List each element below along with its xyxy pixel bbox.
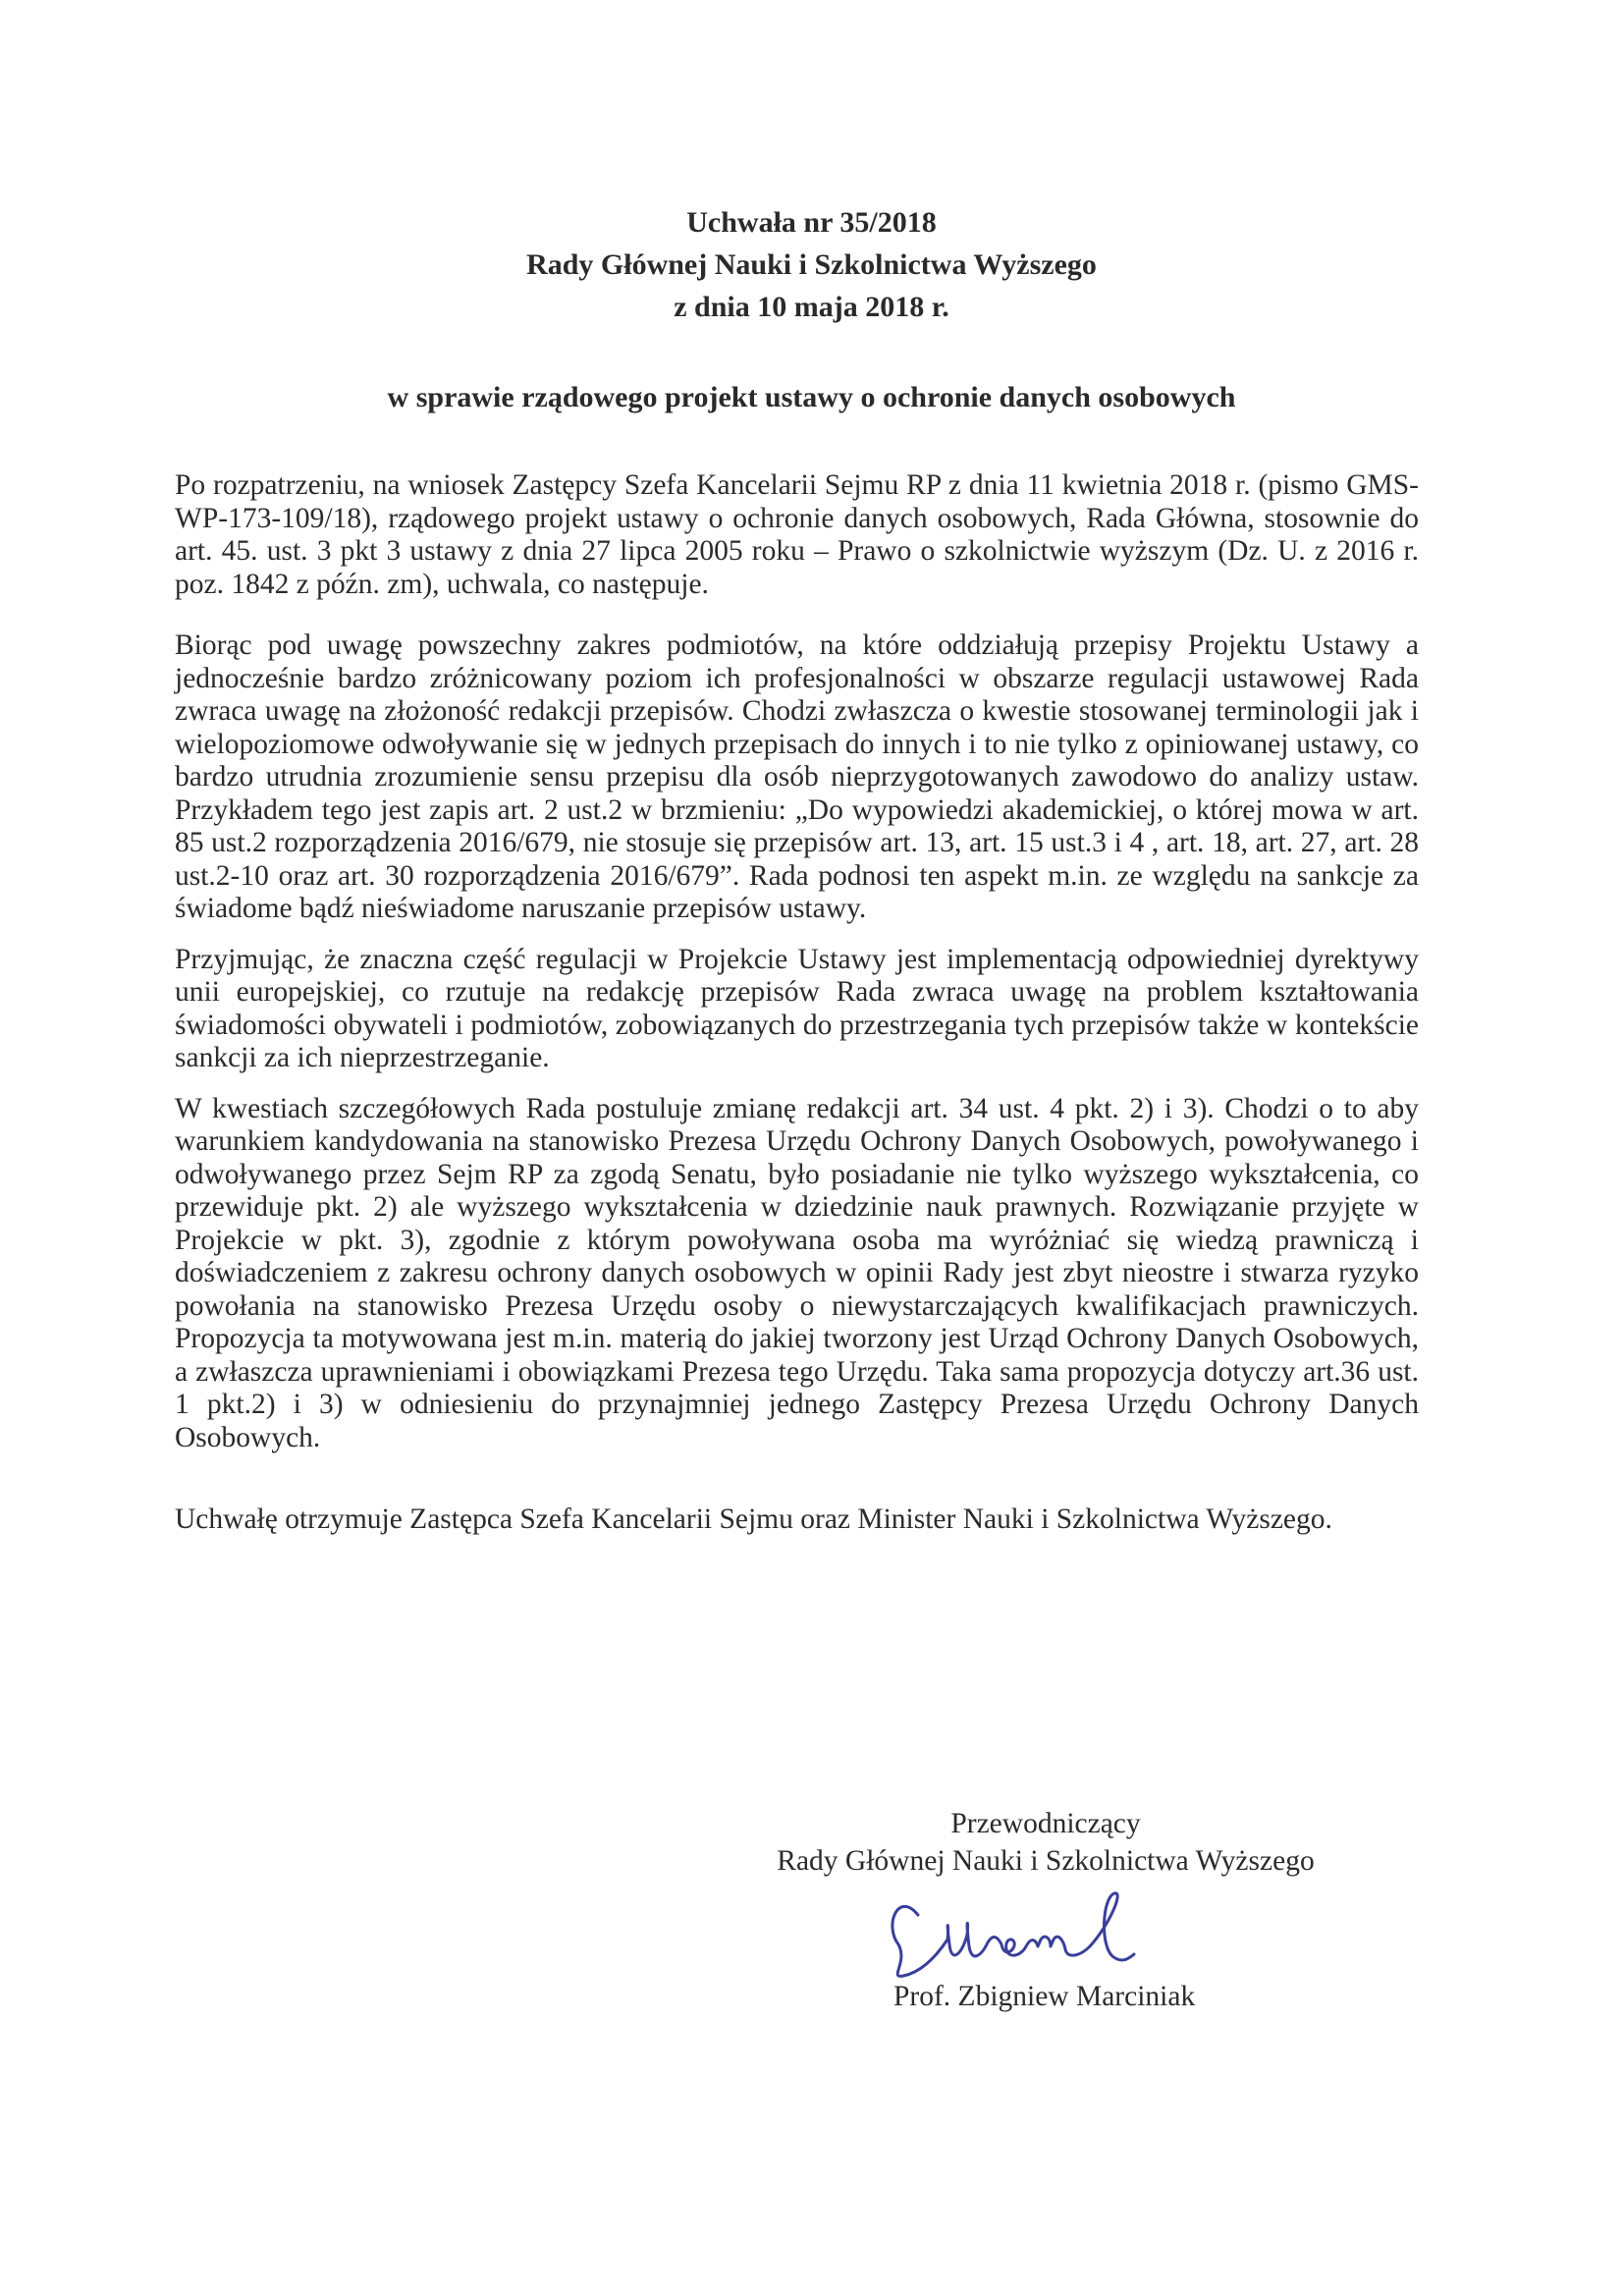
signer-name: Prof. Zbigniew Marciniak — [893, 1981, 1196, 2012]
paragraph-eu-directive: Przyjmując, że znaczna część regulacji w Projekcie Ustawy jest implementacją odpowiedniej dyrektywy unii europejskiej, co rzutuje na redakcję przepisów Rada zwraca uwagę na problem kształtowania świadomości obywateli i podmiotów, zobowiązanych do przestrzegania tych przepisów także w kontekście sankcji za ich nieprzestrzeganie. — [175, 943, 1419, 1073]
resolution-subject: w sprawie rządowego projekt ustawy o ochronie danych osobowych — [387, 381, 1236, 413]
signature-block — [727, 1805, 1365, 1880]
resolution-date: z dnia 10 maja 2018 r. — [674, 291, 949, 323]
paragraph-detailed-remarks: W kwestiach szczegółowych Rada postuluje zmianę redakcji art. 34 ust. 4 pkt. 2) i 3). Chodzi o to aby warunkiem kandydowania na stanowisko Prezesa Urzędu Ochrony Danych Osobowych, powoływanego i odwoływanego przez Sejm RP za zgodą Senatu, było posiadanie nie tylko wyższego wykształcenia, co przewiduje pkt. 2) ale wyższego wykształcenia w dziedzinie nauk prawnych. Rozwiązanie przyjęte w Projekcie w pkt. 3), zgodnie z którym powoływana osoba ma wyróżniać się wiedzą prawniczą i doświadczeniem z zakresu ochrony danych osobowych w opinii Rady jest zbyt nieostre i stwarza ryzyko powołania na stanowisko Prezesa Urzędu osoby o niewystarczających kwalifikacjach prawniczych. Propozycja ta motywowana jest m.in. materią do jakiej tworzony jest Urząd Ochrony Danych Osobowych, a zwłaszcza uprawnieniami i obowiązkami Prezesa tego Urzędu. Taka sama propozycja dotyczy art.36 ust. 1 pkt.2) i 3) w odniesieniu do przynajmniej jednego Zastępcy Prezesa Urzędu Ochrony Danych Osobowych. — [175, 1092, 1419, 1453]
paragraph-intro: Po rozpatrzeniu, na wniosek Zastępcy Szefa Kancelarii Sejmu RP z dnia 11 kwietnia 2018 r. (pismo GMS-WP-173-109/18), rządowego projekt ustawy o ochronie danych osobowych, Rada Główna, stosownie do art. 45. ust. 3 pkt 3 ustawy z dnia 27 lipca 2005 roku – Prawo o szkolnictwie wyższym (Dz. U. z 2016 r. poz. 1842 z późn. zm), uchwala, co następuje. — [175, 469, 1419, 600]
paragraph-recipients: Uchwałę otrzymuje Zastępca Szefa Kancelarii Sejmu oraz Minister Nauki i Szkolnictwa Wyższego. — [175, 1503, 1332, 1535]
signer-body: Rady Głównej Nauki i Szkolnictwa Wyższego — [777, 1845, 1315, 1877]
document-body — [175, 469, 1419, 1555]
handwritten-signature-icon — [879, 1886, 1213, 1984]
council-name: Rady Głównej Nauki i Szkolnictwa Wyższego — [526, 248, 1097, 281]
resolution-header — [0, 201, 1623, 328]
signer-title: Przewodniczący — [950, 1808, 1141, 1839]
paragraph-complexity: Biorąc pod uwagę powszechny zakres podmiotów, na które oddziałują przepisy Projektu Ustawy a jednocześnie bardzo zróżnicowany poziom ich profesjonalności w obszarze regulacji ustawowej Rada zwraca uwagę na złożoność redakcji przepisów. Chodzi zwłaszcza o kwestie stosowanej terminologii jak i wielopoziomowe odwoływanie się w jednych przepisach do innych i to nie tylko z opiniowanej ustawy, co bardzo utrudnia zrozumienie sensu przepisu dla osób nieprzygotowanych zawodowo do analizy ustaw. Przykładem tego jest zapis art. 2 ust.2 w brzmieniu: „Do wypowiedzi akademickiej, o której mowa w art. 85 ust.2 rozporządzenia 2016/679, nie stosuje się przepisów art. 13, art. 15 ust.3 i 4 , art. 18, art. 27, art. 28 ust.2-10 oraz art. 30 rozporządzenia 2016/679”. Rada podnosi ten aspekt m.in. ze względu na sankcje za świadome bądź nieświadome naruszanie przepisów ustawy. — [175, 629, 1419, 924]
resolution-number: Uchwała nr 35/2018 — [686, 206, 937, 239]
